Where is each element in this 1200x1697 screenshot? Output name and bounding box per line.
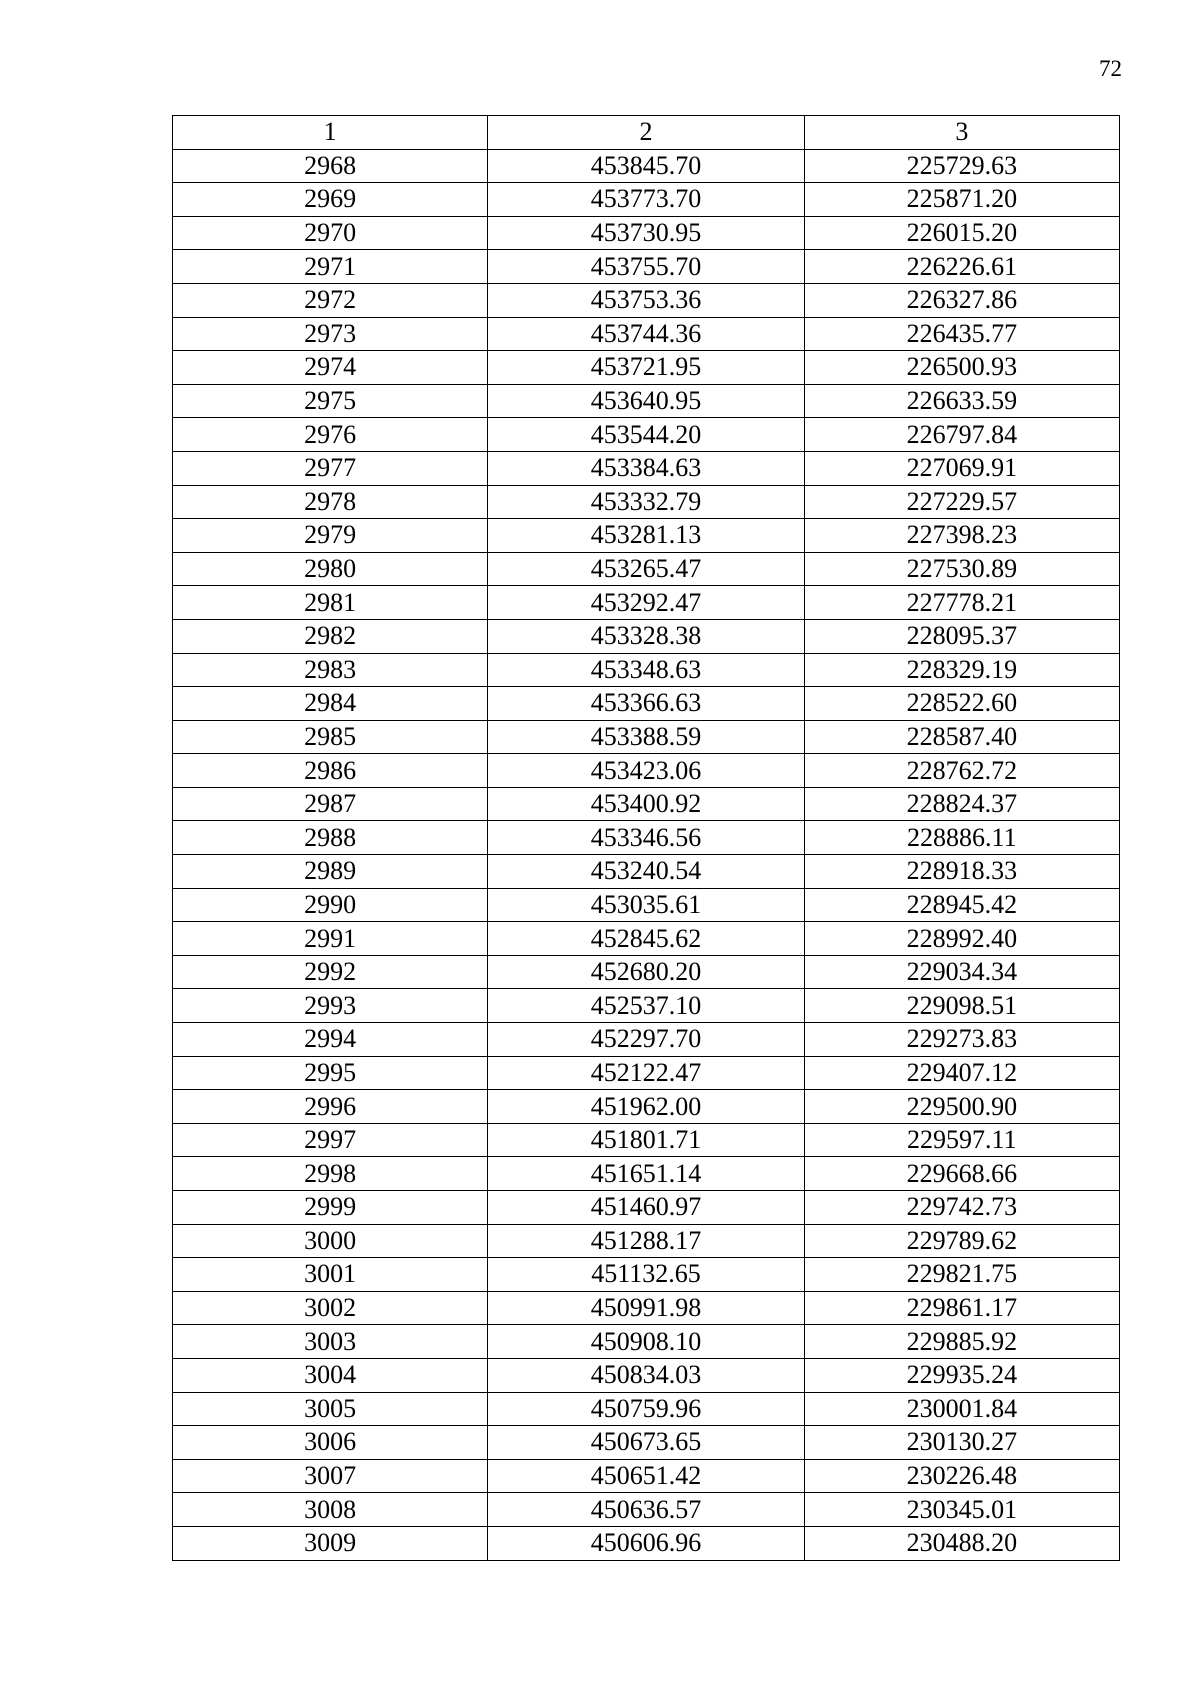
point-number-cell: 3006: [173, 1426, 488, 1460]
point-number-cell: 2971: [173, 250, 488, 284]
point-number-cell: 2979: [173, 519, 488, 553]
x-coordinate-cell: 450636.57: [488, 1493, 804, 1527]
y-coordinate-cell: 229861.17: [804, 1291, 1119, 1325]
y-coordinate-cell: 225729.63: [804, 149, 1119, 183]
table-row: [173, 317, 1120, 351]
y-coordinate-cell: 227069.91: [804, 451, 1119, 485]
point-number-cell: 2993: [173, 989, 488, 1023]
y-coordinate-cell: 227778.21: [804, 586, 1119, 620]
point-number-cell: 3007: [173, 1459, 488, 1493]
x-coordinate-cell: 453328.38: [488, 619, 804, 653]
y-coordinate-cell: 227530.89: [804, 552, 1119, 586]
x-coordinate-cell: 453346.56: [488, 821, 804, 855]
point-number-cell: 3008: [173, 1493, 488, 1527]
x-coordinate-cell: 453384.63: [488, 451, 804, 485]
y-coordinate-cell: 227229.57: [804, 485, 1119, 519]
y-coordinate-cell: 229597.11: [804, 1123, 1119, 1157]
point-number-cell: 2989: [173, 855, 488, 889]
table-row: [173, 418, 1120, 452]
table-row: [173, 1157, 1120, 1191]
column-header-1: 1: [173, 116, 488, 150]
x-coordinate-cell: 453755.70: [488, 250, 804, 284]
point-number-cell: 3009: [173, 1526, 488, 1560]
x-coordinate-cell: 453845.70: [488, 149, 804, 183]
y-coordinate-cell: 230130.27: [804, 1426, 1119, 1460]
table-row: [173, 888, 1120, 922]
y-coordinate-cell: 229742.73: [804, 1191, 1119, 1225]
y-coordinate-cell: 228824.37: [804, 787, 1119, 821]
table-row: [173, 1224, 1120, 1258]
table-row: [173, 1023, 1120, 1057]
x-coordinate-cell: 453240.54: [488, 855, 804, 889]
point-number-cell: 2998: [173, 1157, 488, 1191]
table-row: [173, 619, 1120, 653]
x-coordinate-cell: 453544.20: [488, 418, 804, 452]
point-number-cell: 3003: [173, 1325, 488, 1359]
y-coordinate-cell: 228945.42: [804, 888, 1119, 922]
point-number-cell: 2984: [173, 687, 488, 721]
point-number-cell: 2997: [173, 1123, 488, 1157]
point-number-cell: 2968: [173, 149, 488, 183]
x-coordinate-cell: 453640.95: [488, 384, 804, 418]
x-coordinate-cell: 450991.98: [488, 1291, 804, 1325]
y-coordinate-cell: 230001.84: [804, 1392, 1119, 1426]
x-coordinate-cell: 453366.63: [488, 687, 804, 721]
point-number-cell: 2995: [173, 1056, 488, 1090]
point-number-cell: 2992: [173, 955, 488, 989]
table-row: [173, 653, 1120, 687]
y-coordinate-cell: 228762.72: [804, 754, 1119, 788]
y-coordinate-cell: 228992.40: [804, 922, 1119, 956]
y-coordinate-cell: 229885.92: [804, 1325, 1119, 1359]
table-row: [173, 687, 1120, 721]
point-number-cell: 2986: [173, 754, 488, 788]
table-row: [173, 1426, 1120, 1460]
table-row: [173, 250, 1120, 284]
x-coordinate-cell: 453281.13: [488, 519, 804, 553]
table-row: [173, 283, 1120, 317]
x-coordinate-cell: 453423.06: [488, 754, 804, 788]
point-number-cell: 2973: [173, 317, 488, 351]
y-coordinate-cell: 229273.83: [804, 1023, 1119, 1057]
x-coordinate-cell: 452537.10: [488, 989, 804, 1023]
x-coordinate-cell: 450606.96: [488, 1526, 804, 1560]
table-row: [173, 384, 1120, 418]
table-row: [173, 485, 1120, 519]
table-row: [173, 787, 1120, 821]
table-row: [173, 1191, 1120, 1225]
point-number-cell: 3004: [173, 1358, 488, 1392]
x-coordinate-cell: 451651.14: [488, 1157, 804, 1191]
x-coordinate-cell: 453035.61: [488, 888, 804, 922]
table-row: [173, 1056, 1120, 1090]
x-coordinate-cell: 450908.10: [488, 1325, 804, 1359]
point-number-cell: 2996: [173, 1090, 488, 1124]
y-coordinate-cell: 228918.33: [804, 855, 1119, 889]
table-row: [173, 1526, 1120, 1560]
table-row: [173, 1258, 1120, 1292]
x-coordinate-cell: 453721.95: [488, 351, 804, 385]
table-row: [173, 720, 1120, 754]
table-row: [173, 754, 1120, 788]
point-number-cell: 3002: [173, 1291, 488, 1325]
y-coordinate-cell: 226327.86: [804, 283, 1119, 317]
table-row: [173, 183, 1120, 217]
x-coordinate-cell: 452297.70: [488, 1023, 804, 1057]
point-number-cell: 2991: [173, 922, 488, 956]
table-row: [173, 1325, 1120, 1359]
y-coordinate-cell: 229668.66: [804, 1157, 1119, 1191]
y-coordinate-cell: 229935.24: [804, 1358, 1119, 1392]
point-number-cell: 2994: [173, 1023, 488, 1057]
table-row: [173, 955, 1120, 989]
table-header-row: [173, 116, 1120, 150]
x-coordinate-cell: 452845.62: [488, 922, 804, 956]
table-row: [173, 1090, 1120, 1124]
table-row: [173, 1493, 1120, 1527]
point-number-cell: 2978: [173, 485, 488, 519]
column-header-3: 3: [804, 116, 1119, 150]
y-coordinate-cell: 229789.62: [804, 1224, 1119, 1258]
y-coordinate-cell: 226226.61: [804, 250, 1119, 284]
y-coordinate-cell: 227398.23: [804, 519, 1119, 553]
point-number-cell: 2970: [173, 216, 488, 250]
point-number-cell: 2985: [173, 720, 488, 754]
table-row: [173, 216, 1120, 250]
x-coordinate-cell: 450834.03: [488, 1358, 804, 1392]
x-coordinate-cell: 451288.17: [488, 1224, 804, 1258]
table-row: [173, 1392, 1120, 1426]
y-coordinate-cell: 226633.59: [804, 384, 1119, 418]
table-row: [173, 552, 1120, 586]
column-header-2: 2: [488, 116, 804, 150]
y-coordinate-cell: 229821.75: [804, 1258, 1119, 1292]
x-coordinate-cell: 453332.79: [488, 485, 804, 519]
table-row: [173, 149, 1120, 183]
point-number-cell: 2974: [173, 351, 488, 385]
table-row: [173, 519, 1120, 553]
x-coordinate-cell: 450673.65: [488, 1426, 804, 1460]
page-number: 72: [1099, 56, 1122, 81]
y-coordinate-cell: 229500.90: [804, 1090, 1119, 1124]
point-number-cell: 2980: [173, 552, 488, 586]
y-coordinate-cell: 230345.01: [804, 1493, 1119, 1527]
table-row: [173, 1123, 1120, 1157]
x-coordinate-cell: 453400.92: [488, 787, 804, 821]
table-row: [173, 821, 1120, 855]
x-coordinate-cell: 453744.36: [488, 317, 804, 351]
coordinates-table: [172, 115, 1120, 1561]
point-number-cell: 2987: [173, 787, 488, 821]
y-coordinate-cell: 225871.20: [804, 183, 1119, 217]
x-coordinate-cell: 451801.71: [488, 1123, 804, 1157]
x-coordinate-cell: 452680.20: [488, 955, 804, 989]
x-coordinate-cell: 451460.97: [488, 1191, 804, 1225]
y-coordinate-cell: 230226.48: [804, 1459, 1119, 1493]
point-number-cell: 2972: [173, 283, 488, 317]
table-row: [173, 451, 1120, 485]
y-coordinate-cell: 229034.34: [804, 955, 1119, 989]
point-number-cell: 2982: [173, 619, 488, 653]
x-coordinate-cell: 453730.95: [488, 216, 804, 250]
y-coordinate-cell: 226500.93: [804, 351, 1119, 385]
y-coordinate-cell: 228886.11: [804, 821, 1119, 855]
point-number-cell: 2976: [173, 418, 488, 452]
y-coordinate-cell: 228522.60: [804, 687, 1119, 721]
y-coordinate-cell: 230488.20: [804, 1526, 1119, 1560]
x-coordinate-cell: 453292.47: [488, 586, 804, 620]
table-row: [173, 855, 1120, 889]
x-coordinate-cell: 453265.47: [488, 552, 804, 586]
y-coordinate-cell: 226797.84: [804, 418, 1119, 452]
point-number-cell: 2977: [173, 451, 488, 485]
table-row: [173, 586, 1120, 620]
point-number-cell: 3000: [173, 1224, 488, 1258]
table-row: [173, 922, 1120, 956]
x-coordinate-cell: 450759.96: [488, 1392, 804, 1426]
table-row: [173, 989, 1120, 1023]
x-coordinate-cell: 452122.47: [488, 1056, 804, 1090]
point-number-cell: 2988: [173, 821, 488, 855]
y-coordinate-cell: 229098.51: [804, 989, 1119, 1023]
point-number-cell: 2969: [173, 183, 488, 217]
x-coordinate-cell: 453773.70: [488, 183, 804, 217]
table-row: [173, 1291, 1120, 1325]
y-coordinate-cell: 228095.37: [804, 619, 1119, 653]
point-number-cell: 2999: [173, 1191, 488, 1225]
y-coordinate-cell: 229407.12: [804, 1056, 1119, 1090]
point-number-cell: 2975: [173, 384, 488, 418]
y-coordinate-cell: 226435.77: [804, 317, 1119, 351]
point-number-cell: 2981: [173, 586, 488, 620]
x-coordinate-cell: 451132.65: [488, 1258, 804, 1292]
x-coordinate-cell: 451962.00: [488, 1090, 804, 1124]
point-number-cell: 3001: [173, 1258, 488, 1292]
point-number-cell: 3005: [173, 1392, 488, 1426]
y-coordinate-cell: 226015.20: [804, 216, 1119, 250]
point-number-cell: 2990: [173, 888, 488, 922]
table-row: [173, 1459, 1120, 1493]
point-number-cell: 2983: [173, 653, 488, 687]
table-body: [173, 116, 1120, 1561]
y-coordinate-cell: 228587.40: [804, 720, 1119, 754]
x-coordinate-cell: 453348.63: [488, 653, 804, 687]
table-row: [173, 351, 1120, 385]
x-coordinate-cell: 453388.59: [488, 720, 804, 754]
table-row: [173, 1358, 1120, 1392]
x-coordinate-cell: 450651.42: [488, 1459, 804, 1493]
x-coordinate-cell: 453753.36: [488, 283, 804, 317]
y-coordinate-cell: 228329.19: [804, 653, 1119, 687]
